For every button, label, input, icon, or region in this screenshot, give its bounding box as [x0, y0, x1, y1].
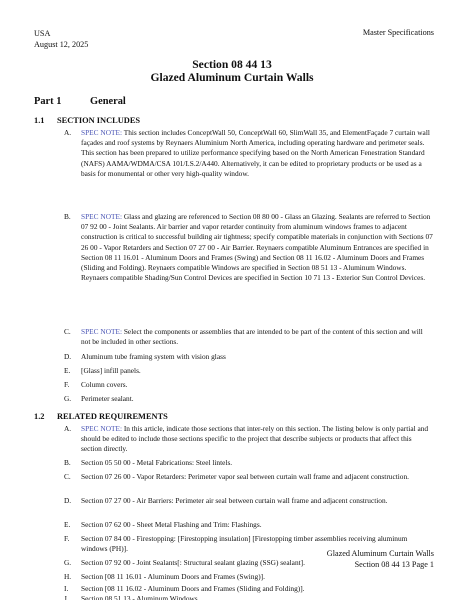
list-item: C. Section 07 26 00 - Vapor Retarders: Perimeter vapor seal between curtain wall frame and adjacent construction.: [64, 472, 409, 481]
list-item: B. SPEC NOTE: Glass and glazing are referenced to Section 08 80 00 - Glass an Glazing. Sealants are referred to Section 07 92 00 - Joint Sealants. Air barrier and vapor retarder continuity from aluminum windows frames to adjacent construction is critical to successful building air tightness; specify compatible materials in conjunction with Sections 07 26 00 - Vapor Retarders and Section 07 27 00 - Air Barrier. Reynaers compatible Aluminum Entrances are specified in Section 08 11 16.01 - Aluminum Doors and Frames (Swing) and Section 08 11 16.02 - Aluminum Doors and Frames (Sliding and Folding). Reynaers compatible Windows are specified in Section 08 51 13 - Aluminum Windows. Reynaers compatible Shading/Sun Control Devices are specified in Section 10 71 13 - Exterior Sun Control Devices.: [64, 212, 433, 283]
section-heading-1-1: 1.1 SECTION INCLUDES: [34, 116, 141, 125]
page-footer: [327, 548, 434, 570]
part-heading: [34, 96, 126, 107]
footer-page: Section 08 44 13 Page 1: [354, 560, 434, 569]
spec-note-label: SPEC NOTE:: [81, 424, 123, 433]
list-item: C. SPEC NOTE: Select the components or assemblies that are intended to be part of the content of this section and will not be included in other sections.: [64, 327, 423, 347]
section-heading-1-2: 1.2 RELATED REQUIREMENTS: [34, 412, 168, 421]
header-doc-type: Master Specifications: [362, 28, 434, 37]
list-item: F. Column covers.: [64, 380, 128, 389]
section-name-title: Glazed Aluminum Curtain Walls: [150, 71, 314, 84]
header-country: USA: [34, 29, 51, 38]
list-item: D. Aluminum tube framing system with vision glass: [64, 352, 226, 361]
footer-title: Glazed Aluminum Curtain Walls: [326, 549, 434, 558]
list-item: G. Section 07 92 00 - Joint Sealants[: Structural sealant glazing (SSG) sealant].: [64, 558, 305, 567]
list-item: A. SPEC NOTE: This section includes ConceptWall 50, ConceptWall 60, SlimWall 35, and ElementFaçade 7 curtain wall façades and roof systems by Reynaers Aluminium North America, including operating hardware and perimeter seals. This section has been prepared to utilize performance specifying based on the North American Fenestration Standard (NAFS) AAMA/WDMA/CSA 101/I.S.2/A440. Alternatively, it can be edited to proprietary products or be used as a basis for monumental or other very high-quality window.: [64, 128, 430, 178]
list-item: F. Section 07 84 00 - Firestopping: [Firestopping insulation] [Firestopping timber assemblies receiving aluminum windows (PH)].: [64, 534, 408, 554]
spec-note-label: SPEC NOTE:: [81, 327, 123, 336]
spec-note-label: SPEC NOTE:: [81, 128, 123, 137]
list-item: E. [Glass] infill panels.: [64, 366, 141, 375]
list-item: H. Section [08 11 16.01 - Aluminum Doors and Frames (Swing)].: [64, 572, 265, 581]
section-number-title: Section 08 44 13: [192, 58, 272, 71]
part-number: Part 1: [34, 96, 62, 107]
part-name: General: [90, 96, 126, 107]
list-item: J. Section 08 51 13 - Aluminum Windows.: [64, 594, 200, 600]
list-item: B. Section 05 50 00 - Metal Fabrications: Steel lintels.: [64, 458, 233, 467]
list-item: D. Section 07 27 00 - Air Barriers: Perimeter air seal between curtain wall frame and adjacent construction.: [64, 496, 388, 505]
list-item: I. Section [08 11 16.02 - Aluminum Doors and Frames (Sliding and Folding)].: [64, 584, 305, 593]
page-header-left: [34, 28, 88, 50]
spec-note-label: SPEC NOTE:: [81, 212, 123, 221]
list-item: G. Perimeter sealant.: [64, 394, 134, 403]
list-item: A. SPEC NOTE: In this article, indicate those sections that inter-rely on this section. The listing below is only partial and should be edited to include those sections specific to the project that describe subjects or products that affect this section directly.: [64, 424, 429, 454]
list-item: E. Section 07 62 00 - Sheet Metal Flashing and Trim: Flashings.: [64, 520, 262, 529]
header-date: August 12, 2025: [34, 40, 89, 49]
